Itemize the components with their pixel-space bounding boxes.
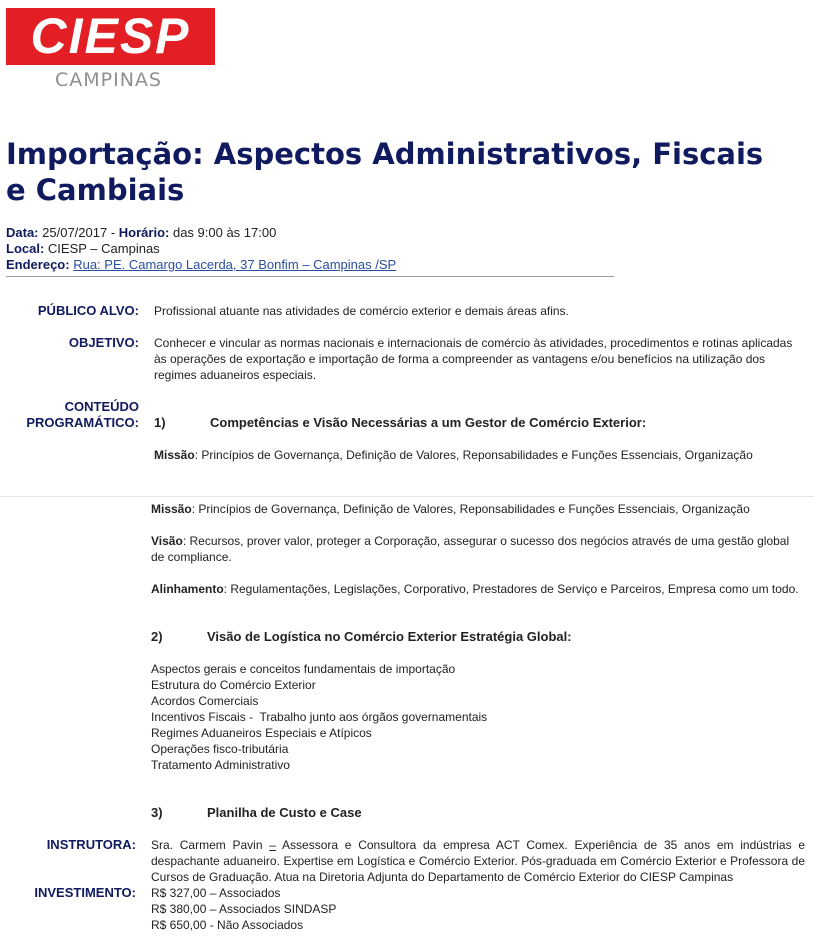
section-2-number: 2) xyxy=(151,629,163,644)
objetivo-label: OBJETIVO: xyxy=(68,335,139,350)
alinhamento-paragraph xyxy=(151,581,801,597)
missao-text-repeat: : Princípios de Governança, Definição de Valores, Reponsabilidades e Funções Essenciais, Organização xyxy=(191,502,750,516)
logo-text: CIESP xyxy=(30,8,191,64)
time-value: das 9:00 às 17:00 xyxy=(172,225,277,240)
address-label: Endereço: xyxy=(6,257,70,272)
location-value: CIESP – Campinas xyxy=(47,241,160,256)
section-2-title: Visão de Logística no Comércio Exterior Estratégia Global: xyxy=(207,629,572,644)
date-label: Data: xyxy=(6,225,39,240)
conteudo-label-line1: CONTEÚDO xyxy=(64,399,139,414)
header-divider xyxy=(6,276,614,277)
date-value: 25/07/2017 xyxy=(42,225,108,240)
instrutora-name: Sra. Carmem Pavin xyxy=(151,838,263,852)
conteudo-label-line2: PROGRAMÁTICO: xyxy=(26,415,139,430)
price-item: R$ 380,00 – Associados SINDASP xyxy=(151,902,337,916)
address-link[interactable]: Rua: PE. Camargo Lacerda, 37 Bonfim – Campinas /SP xyxy=(73,257,397,272)
section-3-title: Planilha de Custo e Case xyxy=(207,805,362,820)
price-item: R$ 327,00 – Associados xyxy=(151,886,281,900)
visao-paragraph xyxy=(151,533,801,565)
date-line: Data: 25/07/2017 - Horário: das 9:00 às 17:00 xyxy=(6,225,277,240)
repeat-missao xyxy=(151,501,801,517)
location-line xyxy=(6,241,160,257)
alinhamento-label: Alinhamento xyxy=(151,582,224,596)
instrutora-text xyxy=(151,837,805,885)
location-label: Local: xyxy=(6,241,45,256)
page-title: Importação: Aspectos Administrativos, Fiscais e Cambiais xyxy=(6,137,764,207)
section-1-number: 1) xyxy=(154,415,166,430)
section-1-title: Competências e Visão Necessárias a um Gestor de Comércio Exterior: xyxy=(210,415,647,430)
alinhamento-text: : Regulamentações, Legislações, Corporativo, Prestadores de Serviço e Parceiros, Empresa como um todo. xyxy=(223,582,799,596)
instrutora-bio: Assessora e Consultora da empresa ACT Comex. Experiência de 35 anos em indústrias e despachante aduaneiro. Expertise em Logística e Comércio Exterior. Pós-graduada em Comércio Exterior e Professora de Cursos de Graduação. Atua na Diretoria Adjunta do Departamento de Comércio Exterior do CIESP Campinas xyxy=(151,838,805,884)
list-item: Tratamento Administrativo xyxy=(151,758,290,772)
missao-label-repeat: Missão xyxy=(151,502,192,516)
time-label: Horário: xyxy=(118,225,170,240)
visao-label: Visão xyxy=(151,534,183,548)
investimento-label: INVESTIMENTO: xyxy=(34,885,136,900)
instrutora-dash-link[interactable]: – xyxy=(269,838,276,852)
price-item: R$ 650,00 - Não Associados xyxy=(151,918,304,932)
list-item: Aspectos gerais e conceitos fundamentais de importação xyxy=(151,662,456,676)
logo-subtitle: CAMPINAS xyxy=(55,69,162,91)
address-line xyxy=(6,257,396,273)
publico-alvo-text: Profissional atuante nas atividades de comércio exterior e demais áreas afins. xyxy=(154,304,569,318)
list-item: Estrutura do Comércio Exterior xyxy=(151,678,316,692)
instrutora-label: INSTRUTORA: xyxy=(46,837,136,852)
list-item: Incentivos Fiscais - Trabalho junto aos órgãos governamentais xyxy=(151,710,488,724)
conteudo-label xyxy=(6,399,139,431)
content-divider xyxy=(0,496,814,497)
section-3-number: 3) xyxy=(151,805,163,820)
objetivo-text: Conhecer e vincular as normas nacionais e internacionais de comércio às atividades, procedimentos e rotinas aplicadas às operações de exportação e importação de forma a compreender as vantagens e/ou benefícios na utilização dos regimes aduaneiros especiais. xyxy=(154,336,793,382)
publico-alvo-label: PÚBLICO ALVO: xyxy=(37,303,139,318)
logo-red-box xyxy=(6,8,215,65)
missao-label: Missão xyxy=(154,448,195,462)
list-item: Operações fisco-tributária xyxy=(151,742,289,756)
missao-text: : Princípios de Governança, Definição de Valores, Reponsabilidades e Funções Essenciais, Organização xyxy=(194,448,753,462)
section-2-list xyxy=(151,661,487,773)
list-item: Regimes Aduaneiros Especiais e Atípicos xyxy=(151,726,372,740)
visao-text: : Recursos, prover valor, proteger a Corporação, assegurar o sucesso dos negócios através de uma gestão global de compliance. xyxy=(151,534,790,564)
investimento-list xyxy=(151,885,551,933)
section-1-missao xyxy=(154,447,804,463)
list-item: Acordos Comerciais xyxy=(151,694,259,708)
